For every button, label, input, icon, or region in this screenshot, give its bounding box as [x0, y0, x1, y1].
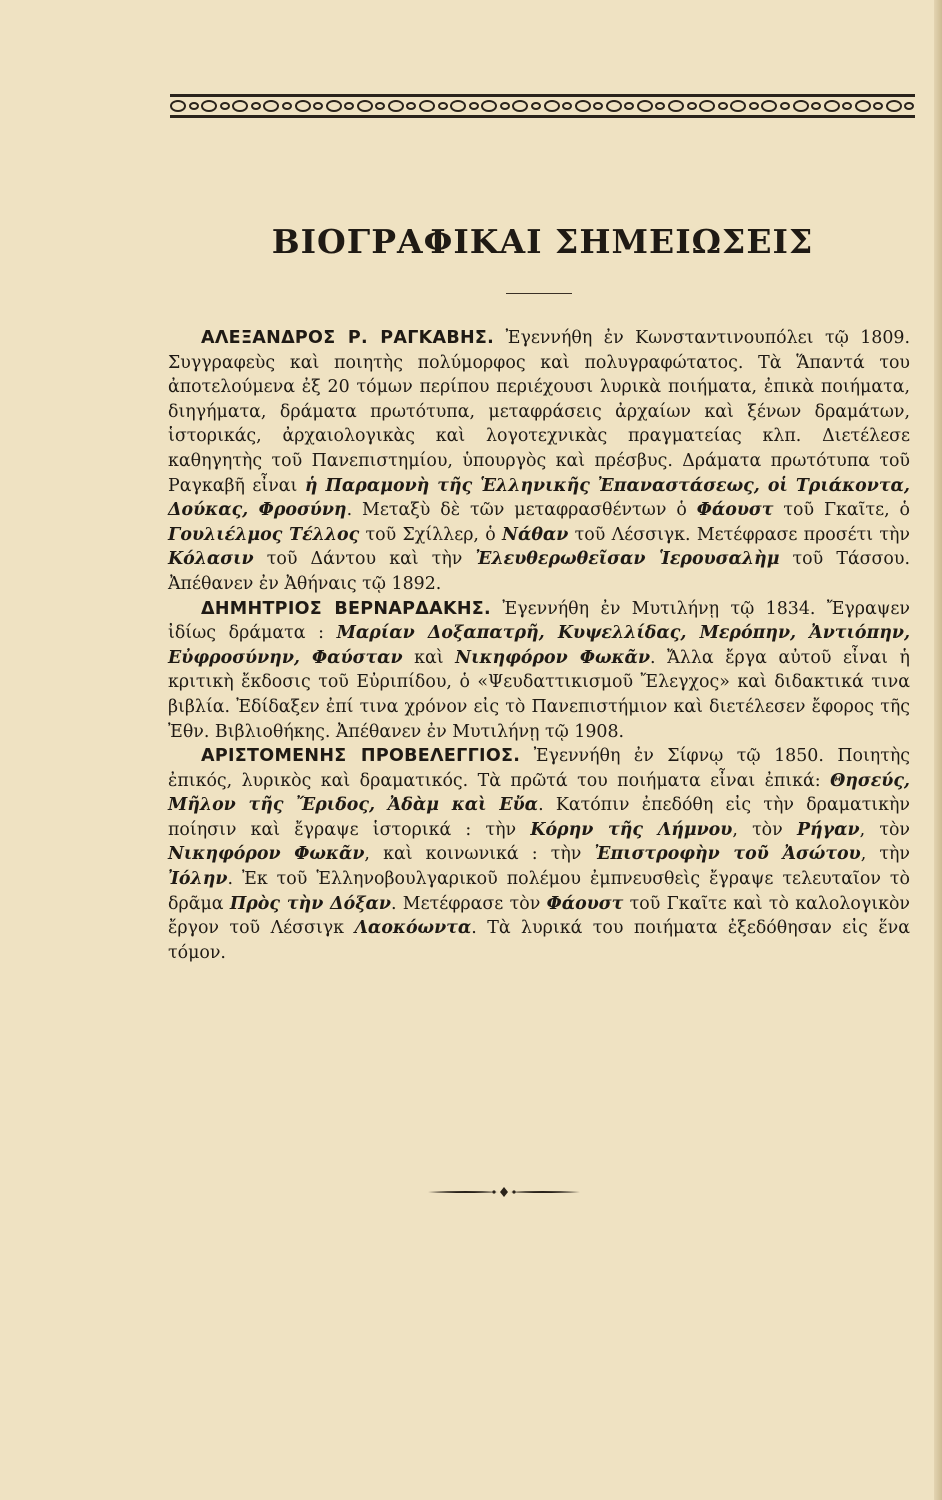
work-title: Νάθαν — [502, 524, 569, 545]
title-rule — [506, 293, 572, 294]
entry-name: ΑΡΙΣΤΟΜΕΝΗΣ ΠΡΟΒΕΛΕΓΓΙΟΣ. — [201, 746, 521, 767]
work-title: Γουλιέλμος Τέλλος — [168, 524, 360, 545]
biography-list — [168, 326, 910, 965]
work-title: Ἐλευθερωθεῖσαν Ἱερουσαλὴμ — [475, 549, 780, 570]
entry-name: ΔΗΜΗΤΡΙΟΣ ΒΕΡΝΑΡΔΑΚΗΣ. — [201, 598, 491, 619]
work-title: Φάουστ — [546, 893, 624, 914]
page-edge — [934, 0, 942, 1500]
work-title: Φάουστ — [696, 500, 774, 521]
end-ornament — [428, 1184, 580, 1200]
work-title: Νικηφόρον Φωκᾶν — [455, 647, 651, 668]
entry-provelengios: ΑΡΙΣΤΟΜΕΝΗΣ ΠΡΟΒΕΛΕΓΓΙΟΣ. Ἐγεννήθη ἐν Σίφνῳ τῷ 1850. Ποιητὴς ἐπικός, λυρικὸς καὶ δραματικός. Τὰ πρῶτά του ποιήματα εἶναι ἐπικά: Θησεύς, Μῆλον τῆς Ἔριδος, Ἀδὰμ καὶ Εὔα. Κατόπιν ἐπεδόθη εἰς τὴν δραματικὴν ποίησιν καὶ ἔγραψε ἱστορικά : τὴν Κόρην τῆς Λήμνου, τὸν Ρήγαν, τὸν Νικηφόρον Φωκᾶν, καὶ κοινωνικά : τὴν Ἐπιστροφὴν τοῦ Ἀσώτου, τὴν Ἰόλην. Ἐκ τοῦ Ἑλληνοβουλγαρικοῦ πολέμου ἐμπνευσθεὶς ἔγραψε τελευταῖον τὸ δρᾶμα Πρὸς τὴν Δόξαν. Μετέφρασε τὸν Φάουστ τοῦ Γκαῖτε καὶ τὸ καλολογικὸν ἔργον τοῦ Λέσσιγκ Λαοκόωντα. Τὰ λυρικά του ποιήματα ἐξεδόθησαν εἰς ἕνα τόμον. — [168, 746, 910, 963]
page-title: ΒΙΟΓΡΑΦΙΚΑΙ ΣΗΜΕΙΩΣΕΙΣ — [271, 222, 814, 261]
entry-name: ΑΛΕΞΑΝΔΡΟΣ Ρ. ΡΑΓΚΑΒΗΣ. — [201, 328, 495, 348]
work-title: Ἰόλην — [168, 869, 228, 890]
work-title: Θησεύς, Μῆλον τῆς Ἔριδος, Ἀδὰμ καὶ Εὔα — [168, 770, 910, 816]
work-title: Μαρίαν Δοξαπατρῆ, Κυψελλίδας, Μερόπην, Ἀντιόπην, Εὐφροσύνην, Φαύσταν — [168, 623, 910, 668]
work-title: ἡ Παραμονὴ τῆς Ἑλληνικῆς Ἐπαναστάσεως, οἱ Τριάκοντα, Δούκας, Φροσύνη — [168, 475, 910, 521]
work-title: Κόλασιν — [168, 549, 254, 570]
work-title: Πρὸς τὴν Δόξαν — [229, 893, 391, 914]
work-title: Ἐπιστροφὴν τοῦ Ἀσώτου — [594, 844, 861, 865]
header-ornament — [170, 94, 915, 118]
entry-vernardakis: ΔΗΜΗΤΡΙΟΣ ΒΕΡΝΑΡΔΑΚΗΣ. Ἐγεννήθη ἐν Μυτιλήνῃ τῷ 1834. Ἔγραψεν ἰδίως δράματα : Μαρίαν Δοξαπατρῆ, Κυψελλίδας, Μερόπην, Ἀντιόπην, Εὐφροσύνην, Φαύσταν καὶ Νικηφόρον Φωκᾶν. Ἄλλα ἔργα αὐτοῦ εἶναι ἡ κριτικὴ ἔκδοσις τοῦ Εὐριπίδου, ὁ «Ψευδαττικισμοῦ Ἔλεγχος» καὶ διδακτικά τινα βιβλία. Ἐδίδαξεν ἐπί τινα χρόνον εἰς τὸ Πανεπιστήμιον καὶ διετέλεσεν ἔφορος τῆς Ἐθν. Βιβλιοθήκης. Ἀπέθανεν ἐν Μυτιλήνῃ τῷ 1908. — [168, 598, 910, 742]
work-title: Κόρην τῆς Λήμνου — [530, 819, 733, 840]
work-title: Λαοκόωντα — [354, 918, 472, 939]
entry-ragkavis: ΑΛΕΞΑΝΔΡΟΣ Ρ. ΡΑΓΚΑΒΗΣ. Ἐγεννήθη ἐν Κωνσταντινουπόλει τῷ 1809. Συγγραφεὺς καὶ ποιητὴς πολύμορφος καὶ πολυγραφώτατος. Τὰ Ἅπαντά του ἀποτελούμενα ἐξ 20 τόμων περίπου περιέχουσι λυρικὰ ποιήματα, ἐπικὰ ποιήματα, διηγήματα, δράματα πρωτότυπα, μεταφράσεις ἀρχαίων καὶ ξένων δραμάτων, ἱστορικάς, ἀρχαιολογικὰς καὶ λογοτεχνικὰς πραγματείας κλπ. Διετέλεσε καθηγητὴς τοῦ Πανεπιστημίου, ὑπουργὸς καὶ πρέσβυς. Δράματα πρωτότυπα τοῦ Ραγκαβῆ εἶναι ἡ Παραμονὴ τῆς Ἑλληνικῆς Ἐπαναστάσεως, οἱ Τριάκοντα, Δούκας, Φροσύνη. Μεταξὺ δὲ τῶν μεταφρασθέντων ὁ Φάουστ τοῦ Γκαῖτε, ὁ Γουλιέλμος Τέλλος τοῦ Σχίλλερ, ὁ Νάθαν τοῦ Λέσσιγκ. Μετέφρασε προσέτι τὴν Κόλασιν τοῦ Δάντου καὶ τὴν Ἐλευθερωθεῖσαν Ἱερουσαλὴμ τοῦ Τάσσου. Ἀπέθανεν ἐν Ἀθήναις τῷ 1892. — [168, 328, 911, 594]
work-title: Νικηφόρον Φωκᾶν — [168, 844, 365, 865]
work-title: Ρήγαν — [796, 819, 860, 840]
